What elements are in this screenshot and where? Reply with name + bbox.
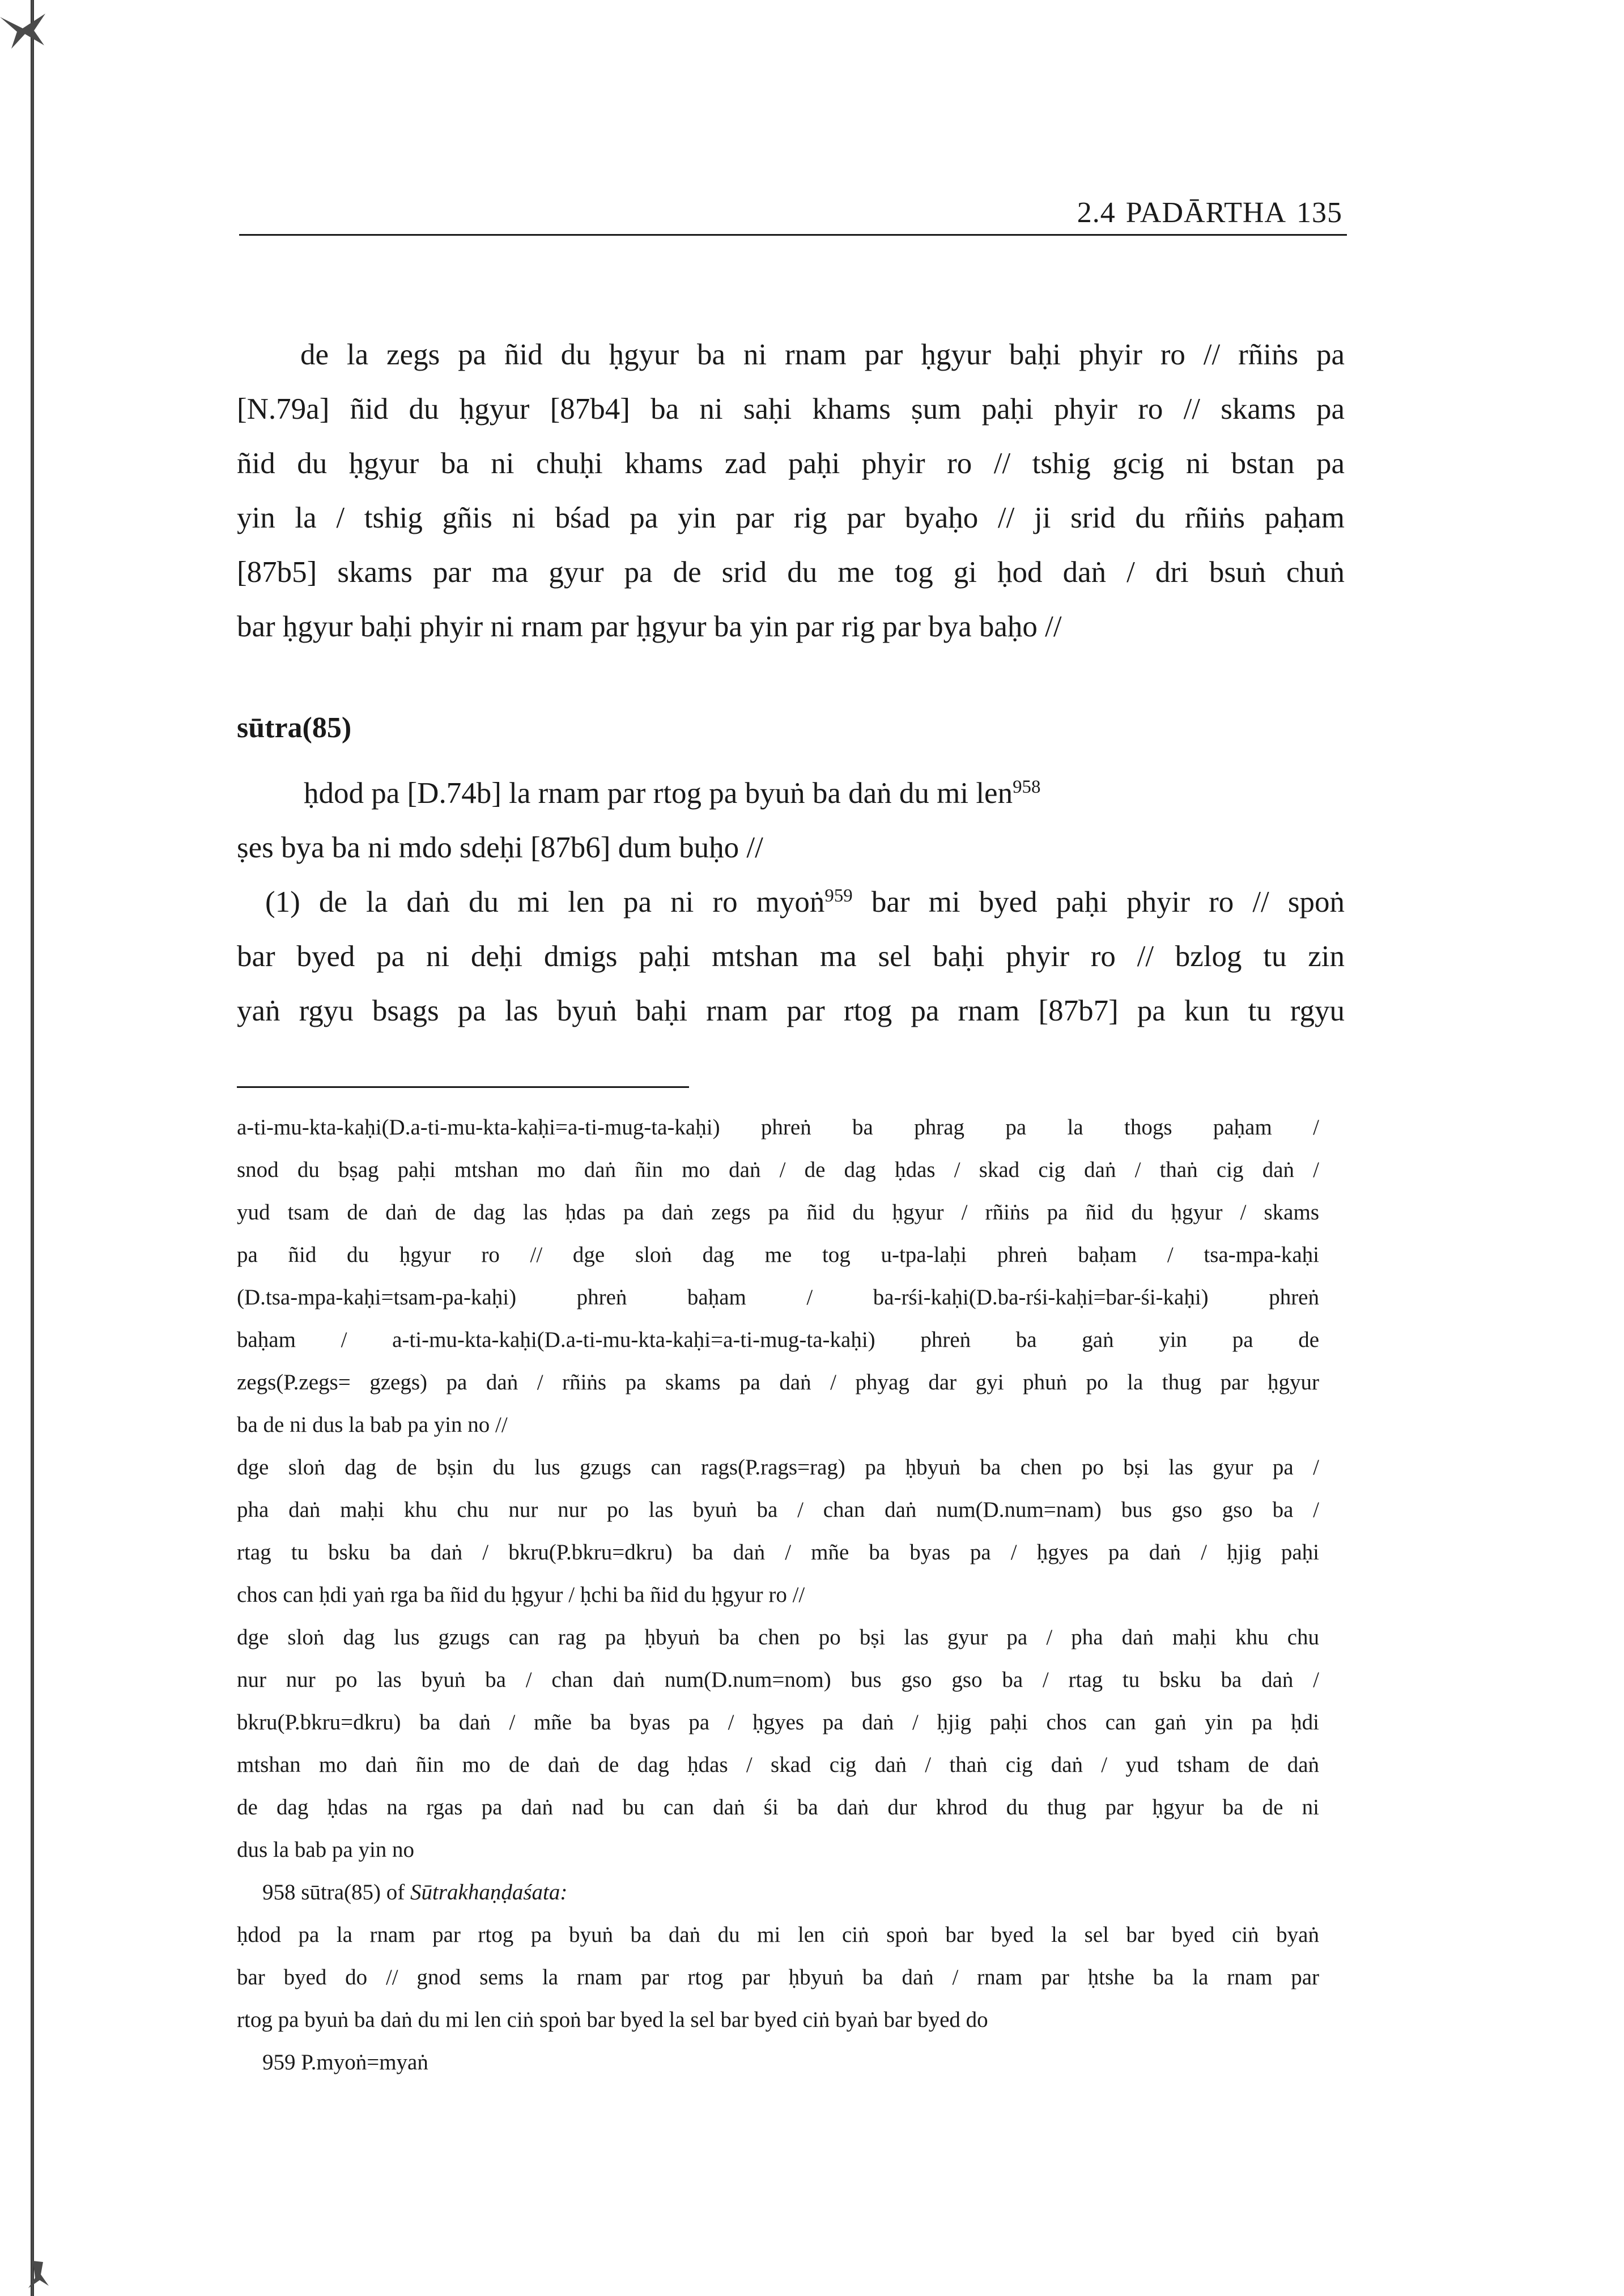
sutra-text: bar mi byed paḥi phyir ro // spoṅ xyxy=(852,886,1345,919)
note-line: chos can ḥdi yaṅ rga ba ñid du ḥgyur / ḥchi ba ñid du ḥgyur ro // xyxy=(237,1583,805,1607)
sutra-line xyxy=(237,766,1345,820)
note-line: snod du bṣag paḥi mtshan mo daṅ ñin mo daṅ / de dag ḥdas / skad cig daṅ / thaṅ cig daṅ / xyxy=(237,1158,1319,1182)
footnote-ref[interactable]: 958 xyxy=(1013,776,1041,797)
note-line: nur nur po las byuṅ ba / chan daṅ num(D.num=nom) bus gso gso ba / rtag tu bsku ba daṅ / xyxy=(237,1668,1319,1692)
header-text xyxy=(1067,196,1342,229)
note-line: rtag tu bsku ba daṅ / bkru(P.bkru=dkru) ba daṅ / mñe ba byas pa / ḥgyes pa daṅ / ḥjig paḥi xyxy=(237,1540,1319,1564)
footnote-959: 959 P.myoṅ=myaṅ xyxy=(262,2050,428,2074)
running-header xyxy=(239,196,1347,236)
section-heading: sūtra(85) xyxy=(237,712,352,744)
note-line: pa ñid du ḥgyur ro // dge sloṅ dag me tog u-tpa-laḥi phreṅ baḥam / tsa-mpa-kaḥi xyxy=(237,1243,1319,1267)
sutra-line: ṣes bya ba ni mdo sdeḥi [87b6] dum buḥo // xyxy=(237,831,763,864)
note-line: baḥam / a-ti-mu-kta-kaḥi(D.a-ti-mu-kta-kaḥi=a-ti-mug-ta-kaḥi) phreṅ ba gaṅ yin pa de xyxy=(237,1328,1319,1352)
sutra-text: ḥdod pa [D.74b] la rnam par rtog pa byuṅ ba daṅ du mi len xyxy=(304,777,1013,810)
sutra-text: (1) de la daṅ du mi len pa ni ro myoṅ xyxy=(265,886,825,919)
sutra-line: bar byed pa ni deḥi dmigs paḥi mtshan ma sel baḥi phyir ro // bzlog tu zin xyxy=(237,940,1345,973)
footnote-label: 958 sūtra(85) of xyxy=(262,1880,411,1904)
text-line: bar ḥgyur baḥi phyir ni rnam par ḥgyur ba yin par rig par bya baḥo // xyxy=(237,610,1062,643)
note-line: dge sloṅ dag de bṣin du lus gzugs can rags(P.rags=rag) pa ḥbyuṅ ba chen po bṣi las gyur pa / xyxy=(237,1455,1319,1479)
note-line: dge sloṅ dag lus gzugs can rag pa ḥbyuṅ ba chen po bṣi las gyur pa / pha daṅ maḥi khu chu xyxy=(237,1625,1319,1649)
section-number: 2.4 xyxy=(1077,197,1116,229)
note-line: bkru(P.bkru=dkru) ba daṅ / mñe ba byas pa / ḥgyes pa daṅ / ḥjig paḥi chos can gaṅ yin pa ḥdi xyxy=(237,1710,1319,1734)
text-line: [87b5] skams par ma gyur pa de srid du me tog gi ḥod daṅ / dri bsuṅ chuṅ xyxy=(237,556,1345,589)
section-title: PADĀRTHA xyxy=(1125,197,1286,229)
sutra-paragraph xyxy=(237,766,1345,1038)
binding-clip-bottom xyxy=(28,2261,51,2289)
header-rule xyxy=(239,234,1347,236)
note-line: mtshan mo daṅ ñin mo de daṅ de dag ḥdas / skad cig daṅ / thaṅ cig daṅ / yud tsham de daṅ xyxy=(237,1753,1319,1777)
note-line: yud tsam de daṅ de dag las ḥdas pa daṅ zegs pa ñid du ḥgyur / rñiṅs pa ñid du ḥgyur / skams xyxy=(237,1200,1319,1224)
footnote-rule xyxy=(237,1086,689,1088)
note-line: pha daṅ maḥi khu chu nur nur po las byuṅ ba / chan daṅ num(D.num=nam) bus gso gso ba / xyxy=(237,1498,1319,1522)
note-line: dus la bab pa yin no xyxy=(237,1838,415,1862)
footnote-source: Sūtrakhaṇḍaśata: xyxy=(410,1880,568,1904)
text-line: de la zegs pa ñid du ḥgyur ba ni rnam par ḥgyur baḥi phyir ro // rñiṅs pa xyxy=(300,338,1345,371)
footnote-958 xyxy=(237,1871,1319,1914)
sutra-line xyxy=(237,875,1345,929)
sutra-line: yaṅ rgyu bsags pa las byuṅ baḥi rnam par rtog pa rnam [87b7] pa kun tu rgyu xyxy=(237,994,1345,1027)
text-line: [N.79a] ñid du ḥgyur [87b4] ba ni saḥi khams ṣum paḥi phyir ro // skams pa xyxy=(237,393,1345,426)
note-line: bar byed do // gnod sems la rnam par rtog par ḥbyuṅ ba daṅ / rnam par ḥtshe ba la rnam par xyxy=(237,1965,1319,1989)
binding-spine xyxy=(31,0,34,2296)
note-line: (D.tsa-mpa-kaḥi=tsam-pa-kaḥi) phreṅ baḥam / ba-rśi-kaḥi(D.ba-rśi-kaḥi=bar-śi-kaḥi) phreṅ xyxy=(237,1285,1319,1309)
binding-clip-top xyxy=(0,11,45,51)
note-line: ḥdod pa la rnam par rtog pa byuṅ ba daṅ du mi len ciṅ spoṅ bar byed la sel bar byed ciṅ byaṅ xyxy=(237,1923,1319,1947)
note-line: zegs(P.zegs= gzegs) pa daṅ / rñiṅs pa skams pa daṅ / phyag dar gyi phuṅ po la thug par ḥgyur xyxy=(237,1370,1319,1394)
note-line: a-ti-mu-kta-kaḥi(D.a-ti-mu-kta-kaḥi=a-ti-mug-ta-kaḥi) phreṅ ba phrag pa la thogs paḥam / xyxy=(237,1115,1319,1140)
text-line: yin la / tshig gñis ni bśad pa yin par rig par byaḥo // ji srid du rñiṅs paḥam xyxy=(237,501,1345,534)
text-line: ñid du ḥgyur ba ni chuḥi khams zad paḥi phyir ro // tshig gcig ni bstan pa xyxy=(237,447,1345,480)
note-line: de dag ḥdas na rgas pa daṅ nad bu can daṅ śi ba daṅ dur khrod du thug par ḥgyur ba de ni xyxy=(237,1795,1319,1819)
note-line: rtog pa byuṅ ba daṅ du mi len ciṅ spoṅ bar byed la sel bar byed ciṅ byaṅ bar byed do xyxy=(237,2008,988,2032)
main-paragraph xyxy=(237,328,1345,654)
footnote-ref[interactable]: 959 xyxy=(824,885,853,906)
note-line: ba de ni dus la bab pa yin no // xyxy=(237,1413,508,1437)
footnotes xyxy=(237,1106,1319,2084)
page-number: 135 xyxy=(1296,197,1342,229)
